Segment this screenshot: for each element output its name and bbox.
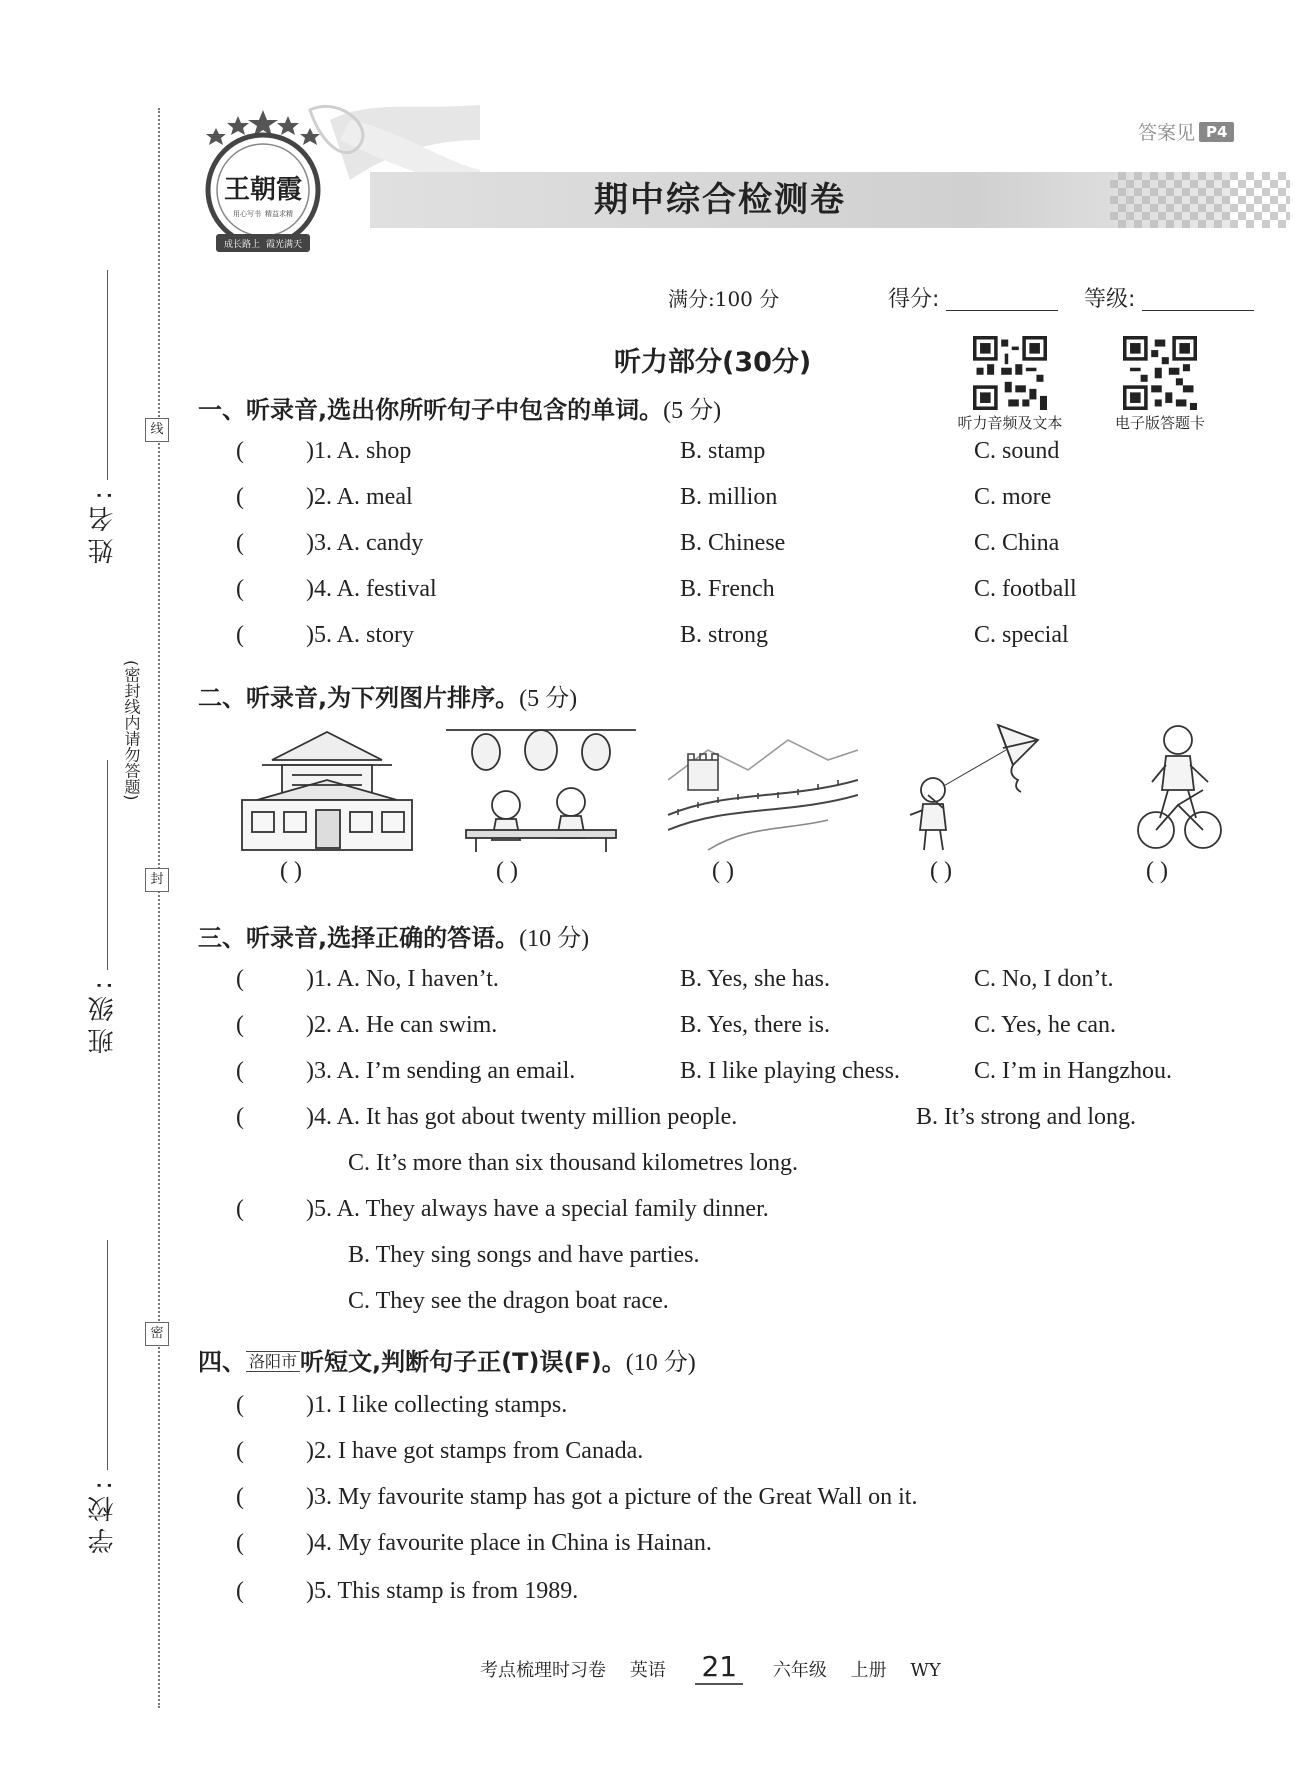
class-field[interactable] xyxy=(107,760,108,970)
qr-code-audio[interactable] xyxy=(973,336,1047,410)
s2-answer-blank-1[interactable]: ( ) xyxy=(280,858,302,884)
section3-heading: 三、听录音,选择正确的答语。(10 分) xyxy=(198,924,590,952)
picture-great-wall xyxy=(668,720,858,855)
s4-item1: ( )1. I like collecting stamps. xyxy=(236,1392,568,1418)
svg-text:成长路上霞光满天: 成长路上 霞光满天 xyxy=(223,240,303,250)
s3-item3-a[interactable]: )3. A. I’m sending an email. xyxy=(306,1058,576,1084)
s1-item3-a[interactable]: )3. A. candy xyxy=(306,530,424,556)
section1-heading: 一、听录音,选出你所听句子中包含的单词。(5 分) xyxy=(198,396,722,424)
s3-item1-a[interactable]: )1. A. No, I haven’t. xyxy=(306,966,499,992)
brand-name: 王朝霞 xyxy=(223,175,303,205)
s2-answer-blank-3[interactable]: ( ) xyxy=(712,858,734,884)
city-tag: 洛阳市 xyxy=(246,1351,300,1372)
s1-item4-a[interactable]: )4. A. festival xyxy=(306,576,437,602)
score-blank[interactable] xyxy=(946,284,1058,311)
s3-item2-c[interactable]: C. Yes, he can. xyxy=(974,1012,1116,1038)
s3-item1-b[interactable]: B. Yes, she has. xyxy=(680,966,831,992)
s1-item5-b[interactable]: B. strong xyxy=(680,622,769,648)
binding-dotted-line xyxy=(158,108,160,1708)
s4-item3: ( )3. My favourite stamp has got a picture of the Great Wall on it. xyxy=(236,1484,918,1510)
school-label: 学校: xyxy=(88,1475,118,1554)
checker-pattern xyxy=(1110,172,1290,228)
s4-item2: ( )2. I have got stamps from Canada. xyxy=(236,1438,644,1464)
s2-answer-blank-5[interactable]: ( ) xyxy=(1146,858,1168,884)
svg-text:用心写书精益求精: 用心写书 精益求精 xyxy=(233,210,293,218)
footer-volume: 上册 xyxy=(850,1660,887,1681)
picture-boy-flying-kite xyxy=(888,720,1078,855)
s4-item5-text[interactable]: )5. This stamp is from 1989. xyxy=(306,1578,579,1604)
s1-item1: ( )1. A. shop B. stamp C. sound xyxy=(236,438,1060,464)
s1-item5-a[interactable]: )5. A. story xyxy=(306,622,414,648)
page-number: 21 xyxy=(695,1650,743,1685)
s1-item4-c[interactable]: C. football xyxy=(974,576,1077,602)
s3-item5-c[interactable]: C. They see the dragon boat race. xyxy=(348,1288,669,1314)
grade-blank[interactable] xyxy=(1142,284,1254,311)
answer-page-tag: P4 xyxy=(1199,122,1234,142)
s3-item3-c[interactable]: C. I’m in Hangzhou. xyxy=(974,1058,1172,1084)
s4-item4-text[interactable]: )4. My favourite place in China is Hainan. xyxy=(306,1530,712,1556)
answer-reference: 答案见 P4 xyxy=(1138,118,1234,145)
s2-answer-blank-4[interactable]: ( ) xyxy=(930,858,952,884)
s3-item1: ( )1. A. No, I haven’t. B. Yes, she has. C. No, I don’t. xyxy=(236,966,1114,992)
class-label: 班级: xyxy=(88,975,118,1054)
s1-item5-c[interactable]: C. special xyxy=(974,622,1069,648)
seal-note: (密封线内请勿答题) xyxy=(122,660,141,801)
s1-item4-b[interactable]: B. French xyxy=(680,576,775,602)
section4-heading: 四、 洛阳市 听短文,判断句子正(T)误(F)。(10 分) xyxy=(198,1348,696,1376)
qr-code-answer-card[interactable] xyxy=(1123,336,1197,410)
seal-mark-secret: 密 xyxy=(145,1322,169,1346)
s4-item1-text[interactable]: )1. I like collecting stamps. xyxy=(306,1392,568,1418)
school-field[interactable] xyxy=(107,1240,108,1470)
s1-item4: ( )4. A. festival B. French C. football xyxy=(236,576,1077,602)
s3-item2-a[interactable]: )2. A. He can swim. xyxy=(306,1012,498,1038)
footer-grade: 六年级 xyxy=(772,1660,827,1681)
s1-item2: ( )2. A. meal B. million C. more xyxy=(236,484,1052,510)
brand-logo xyxy=(198,108,328,258)
s3-item4-a[interactable]: )4. A. It has got about twenty million people. xyxy=(306,1104,738,1130)
s3-item4-c[interactable]: C. It’s more than six thousand kilometres long. xyxy=(348,1150,798,1176)
grade-label: 等级: xyxy=(1084,287,1136,312)
s2-answer-blank-2[interactable]: ( ) xyxy=(496,858,518,884)
page-title: 期中综合检测卷 xyxy=(594,180,846,220)
s3-item1-c[interactable]: C. No, I don’t. xyxy=(974,966,1114,992)
s3-item2-b[interactable]: B. Yes, there is. xyxy=(680,1012,831,1038)
score-label: 得分: xyxy=(888,287,940,312)
qr-audio-caption: 听力音频及文本 xyxy=(957,414,1063,432)
footer-edition: WY xyxy=(910,1660,941,1681)
section2-heading: 二、听录音,为下列图片排序。(5 分) xyxy=(198,684,578,712)
seal-mark-seal: 封 xyxy=(145,868,169,892)
s4-item4: ( )4. My favourite place in China is Hainan. xyxy=(236,1530,712,1556)
s3-item3: ( )3. A. I’m sending an email. B. I like playing chess. C. I’m in Hangzhou. xyxy=(236,1058,1172,1084)
name-label: 姓名: xyxy=(88,485,118,564)
s1-item1-a[interactable]: )1. A. shop xyxy=(306,438,412,464)
name-field[interactable] xyxy=(107,270,108,480)
seal-mark-line: 线 xyxy=(145,418,169,442)
s3-item3-b[interactable]: B. I like playing chess. xyxy=(680,1058,900,1084)
picture-lantern-dinner xyxy=(446,720,636,855)
picture-boy-riding-bike xyxy=(1108,720,1298,855)
picture-chinese-building xyxy=(232,720,422,855)
s1-item3-b[interactable]: B. Chinese xyxy=(680,530,786,556)
s1-item2-a[interactable]: )2. A. meal xyxy=(306,484,413,510)
s1-item1-b[interactable]: B. stamp xyxy=(680,438,766,464)
s3-item5-a[interactable]: )5. A. They always have a special family dinner. xyxy=(306,1196,769,1222)
footer-subject: 英语 xyxy=(629,1660,666,1681)
s1-item3: ( )3. A. candy B. Chinese C. China xyxy=(236,530,1060,556)
qr-card-caption: 电子版答题卡 xyxy=(1114,414,1205,432)
s3-item2: ( )2. A. He can swim. B. Yes, there is. C. Yes, he can. xyxy=(236,1012,1116,1038)
s1-item1-c[interactable]: C. sound xyxy=(974,438,1060,464)
s1-item2-c[interactable]: C. more xyxy=(974,484,1052,510)
s3-item4-b[interactable]: B. It’s strong and long. xyxy=(916,1104,1136,1130)
s1-item5: ( )5. A. story B. strong C. special xyxy=(236,622,1069,648)
s1-item3-c[interactable]: C. China xyxy=(974,530,1060,556)
footer-series: 考点梳理时习卷 xyxy=(480,1660,606,1681)
s1-item2-b[interactable]: B. million xyxy=(680,484,778,510)
s4-item5: ( )5. This stamp is from 1989. xyxy=(236,1578,579,1604)
page-footer xyxy=(480,1650,941,1683)
s4-item2-text[interactable]: )2. I have got stamps from Canada. xyxy=(306,1438,644,1464)
s3-item5-b[interactable]: B. They sing songs and have parties. xyxy=(348,1242,700,1268)
s3-item5: ( )5. A. They always have a special family dinner. xyxy=(236,1196,769,1222)
s3-item4: ( )4. A. It has got about twenty million people. B. It’s strong and long. xyxy=(236,1104,1136,1130)
full-score: 满分:100 分 xyxy=(668,287,780,311)
s4-item3-text[interactable]: )3. My favourite stamp has got a picture of the Great Wall on it. xyxy=(306,1484,918,1510)
listening-section-heading: 听力部分(30分) xyxy=(614,347,812,378)
